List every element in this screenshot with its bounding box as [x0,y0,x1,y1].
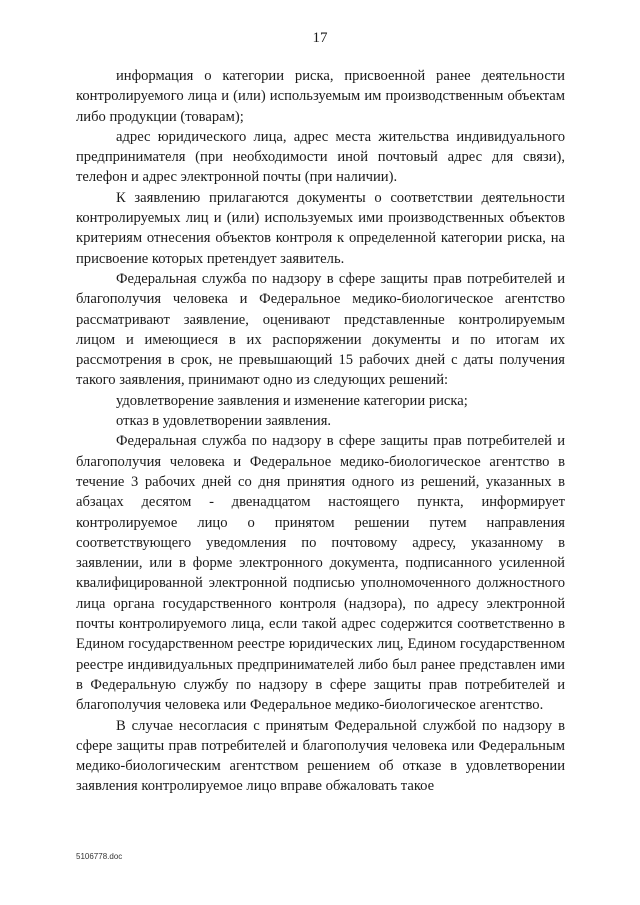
paragraph: информация о категории риска, присвоенной ранее деятельности контролируемого лица и (или) используемым им производственным объектам либо продукции (товарам); [76,68,565,125]
page-number: 17 [312,30,328,46]
paragraph: отказ в удовлетворении заявления. [116,413,332,430]
paragraph: К заявлению прилагаются документы о соответствии деятельности контролируемых лиц и (или) используемых ими производственных объектов критериям отнесения объектов контроля к определенной категории риска, на присвоение которых претендует заявитель. [76,189,565,267]
paragraph: адрес юридического лица, адрес места жительства индивидуального предпринимателя (при необходимости иной почтовый адрес для связи), телефон и адрес электронной почты (при наличии). [76,128,565,186]
paragraph: удовлетворение заявления и изменение категории риска; [116,392,468,409]
paragraph: Федеральная служба по надзору в сфере защиты прав потребителей и благополучия человека и Федеральное медико-биологическое агентство в течение 3 рабочих дней со дня принятия одного из решений, указанных в абзацах десятом - двенадцатом настоящего пункта, информирует контролируемое лицо о принятом решении путем направления соответствующего уведомления по почтовому адресу, указанному в заявлении, или в форме электронного документа, подписанного усиленной квалифицированной электронной подписью уполномоченного должностного лица органа государственного контроля (надзора), по адресу электронной почты контролируемого лица, если такой адрес содержится соответственно в Едином государственном реестре юридических лиц, Едином государственном реестре индивидуальных предпринимателей либо был ранее представлен ими в Федеральную службу по надзору в сфере защиты прав потребителей и благополучия человека или Федеральное медико-биологическое агентство. [76,433,565,714]
document-body [76,66,565,797]
paragraph: Федеральная служба по надзору в сфере защиты прав потребителей и благополучия человека и Федеральное медико-биологическое агентство рассматривают заявление, оценивают представленные контролируемым лицом и имеющиеся в их распоряжении документы и по итогам их рассмотрения в срок, не превышающий 15 рабочих дней с даты получения такого заявления, принимают одно из следующих решений: [76,270,565,389]
document-filename: 5106778.doc [76,852,123,861]
paragraph: В случае несогласия с принятым Федеральной службой по надзору в сфере защиты прав потребителей и благополучия человека или Федеральным медико-биологическим агентством решением об отказе в удовлетворении заявления контролируемое лицо вправе обжаловать такое [76,717,565,795]
